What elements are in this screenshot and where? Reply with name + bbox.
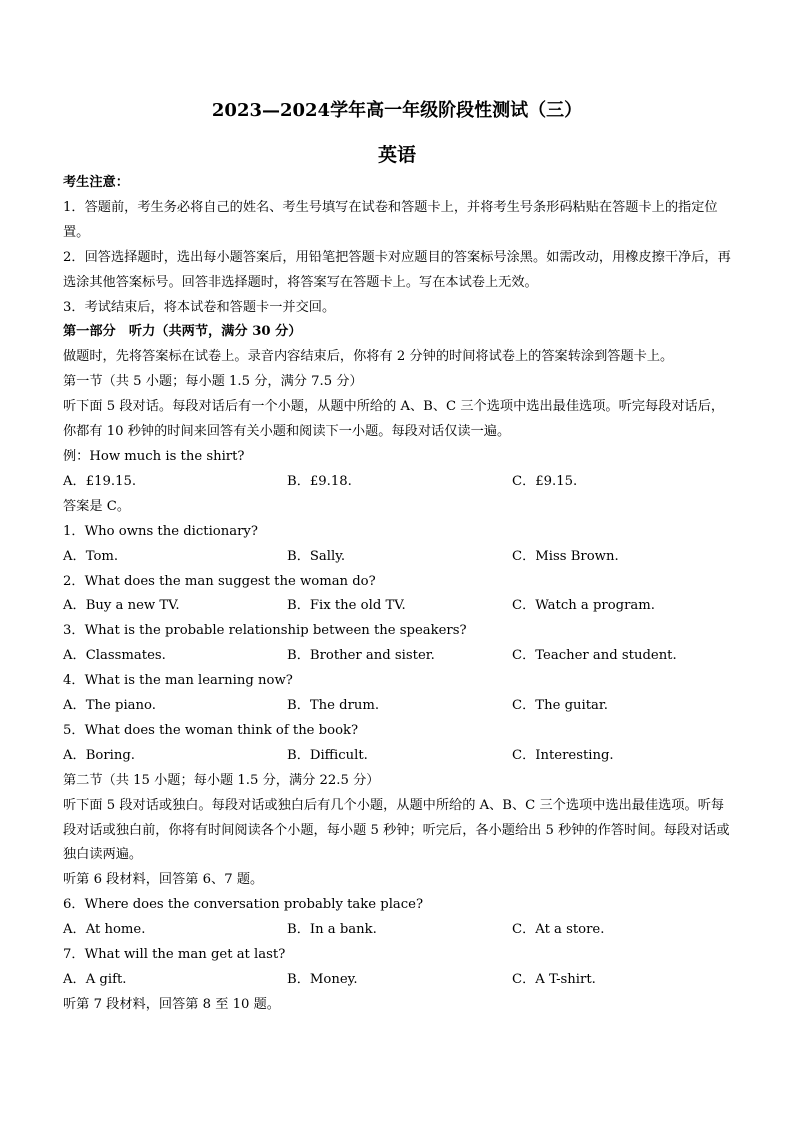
example-options bbox=[63, 470, 733, 495]
example-answer: 答案是 C。 bbox=[63, 498, 131, 514]
question-3-option-c: C．Teacher and student. bbox=[512, 648, 677, 664]
part1-intro: 做题时，先将答案标在试卷上。录音内容结束后，你将有 2 分钟的时间将试卷上的答案转涂到答题卡上。 bbox=[63, 349, 674, 365]
question-1-option-a: A．Tom. bbox=[63, 548, 119, 564]
exam-subject: 英语 bbox=[377, 144, 416, 166]
question-2: 2．What does the man suggest the woman do? bbox=[63, 573, 376, 589]
example-option-a: A．£19.15. bbox=[63, 473, 137, 489]
question-1-option-c: C．Miss Brown. bbox=[512, 548, 619, 564]
question-4: 4．What is the man learning now? bbox=[63, 673, 293, 689]
question-4-options bbox=[63, 694, 733, 719]
question-4-option-b: B．The drum. bbox=[287, 698, 380, 714]
question-5-option-b: B．Difficult. bbox=[287, 747, 368, 763]
example-option-b: B．£9.18. bbox=[287, 473, 352, 489]
question-1-option-b: B．Sally. bbox=[287, 548, 346, 564]
question-6-option-b: B．In a bank. bbox=[287, 922, 377, 938]
question-2-options bbox=[63, 594, 733, 619]
question-3-option-b: B．Brother and sister. bbox=[287, 648, 435, 664]
notice-heading: 考生注意： bbox=[63, 175, 129, 190]
exam-content bbox=[63, 171, 733, 1018]
exam-title: 2023—2024学年高一年级阶段性测试（三） bbox=[211, 100, 583, 121]
material-6-intro: 听第 6 段材料，回答第 6、7 题。 bbox=[63, 872, 264, 888]
part1-heading: 第一部分 听力（共两节，满分 30 分） bbox=[63, 324, 302, 340]
section1-heading: 第一节（共 5 小题；每小题 1.5 分，满分 7.5 分） bbox=[63, 374, 363, 390]
section2-instructions: 听下面 5 段对话或独白。每段对话或独白后有几个小题，从题中所给的 A、B、C 三个选项中选出最佳选项。听每段对话或独白前，你将有时间阅读各个小题，每小题 5 秒钟；听完后，各小题给出 5 秒钟的作答时间。每段对话或独白读两遍。 bbox=[63, 797, 730, 863]
section2-heading: 第二节（共 15 小题；每小题 1.5 分，满分 22.5 分） bbox=[63, 772, 380, 788]
example-question: 例：How much is the shirt? bbox=[63, 448, 245, 464]
question-7-option-b: B．Money. bbox=[287, 972, 358, 987]
notice-item-2: 2．回答选择题时，选出每小题答案后，用铅笔把答题卡对应题目的答案标号涂黑。如需改动，用橡皮擦干净后，再选涂其他答案标号。回答非选择题时，将答案写在答题卡上。写在本试卷上无效。 bbox=[63, 249, 731, 290]
question-3-options bbox=[63, 644, 733, 669]
question-7-option-c: C．A T-shirt. bbox=[512, 972, 596, 987]
question-2-option-a: A．Buy a new TV. bbox=[63, 598, 180, 614]
question-5-options bbox=[63, 744, 733, 769]
question-6-option-c: C．At a store. bbox=[512, 922, 605, 938]
question-6: 6．Where does the conversation probably take place? bbox=[63, 897, 424, 913]
section1-instructions: 听下面 5 段对话。每段对话后有一个小题，从题中所给的 A、B、C 三个选项中选出最佳选项。听完每段对话后，你都有 10 秒钟的时间来回答有关小题和阅读下一小题。每段对话仅读一遍。 bbox=[63, 399, 725, 440]
question-5-option-a: A．Boring. bbox=[63, 747, 135, 763]
question-2-option-b: B．Fix the old TV. bbox=[287, 598, 406, 614]
question-1-options bbox=[63, 545, 733, 570]
question-1: 1．Who owns the dictionary? bbox=[63, 523, 258, 539]
question-7: 7．What will the man get at last? bbox=[63, 947, 286, 963]
question-7-options bbox=[63, 968, 733, 993]
example-option-c: C．£9.15. bbox=[512, 473, 578, 489]
question-4-option-a: A．The piano. bbox=[63, 698, 156, 714]
question-4-option-c: C．The guitar. bbox=[512, 698, 608, 714]
question-7-option-a: A．A gift. bbox=[63, 972, 127, 987]
question-2-option-c: C．Watch a program. bbox=[512, 598, 655, 614]
material-7-intro: 听第 7 段材料，回答第 8 至 10 题。 bbox=[63, 996, 280, 1012]
question-5: 5．What does the woman think of the book? bbox=[63, 722, 359, 738]
notice-item-1: 1．答题前，考生务必将自己的姓名、考生号填写在试卷和答题卡上，并将考生号条形码粘贴在答题卡上的指定位置。 bbox=[63, 199, 718, 240]
question-3: 3．What is the probable relationship between the speakers? bbox=[63, 623, 467, 639]
question-5-option-c: C．Interesting. bbox=[512, 747, 614, 763]
question-6-options bbox=[63, 918, 733, 943]
question-6-option-a: A．At home. bbox=[63, 922, 146, 938]
notice-item-3: 3．考试结束后，将本试卷和答题卡一并交回。 bbox=[63, 299, 336, 315]
question-3-option-a: A．Classmates. bbox=[63, 648, 166, 664]
